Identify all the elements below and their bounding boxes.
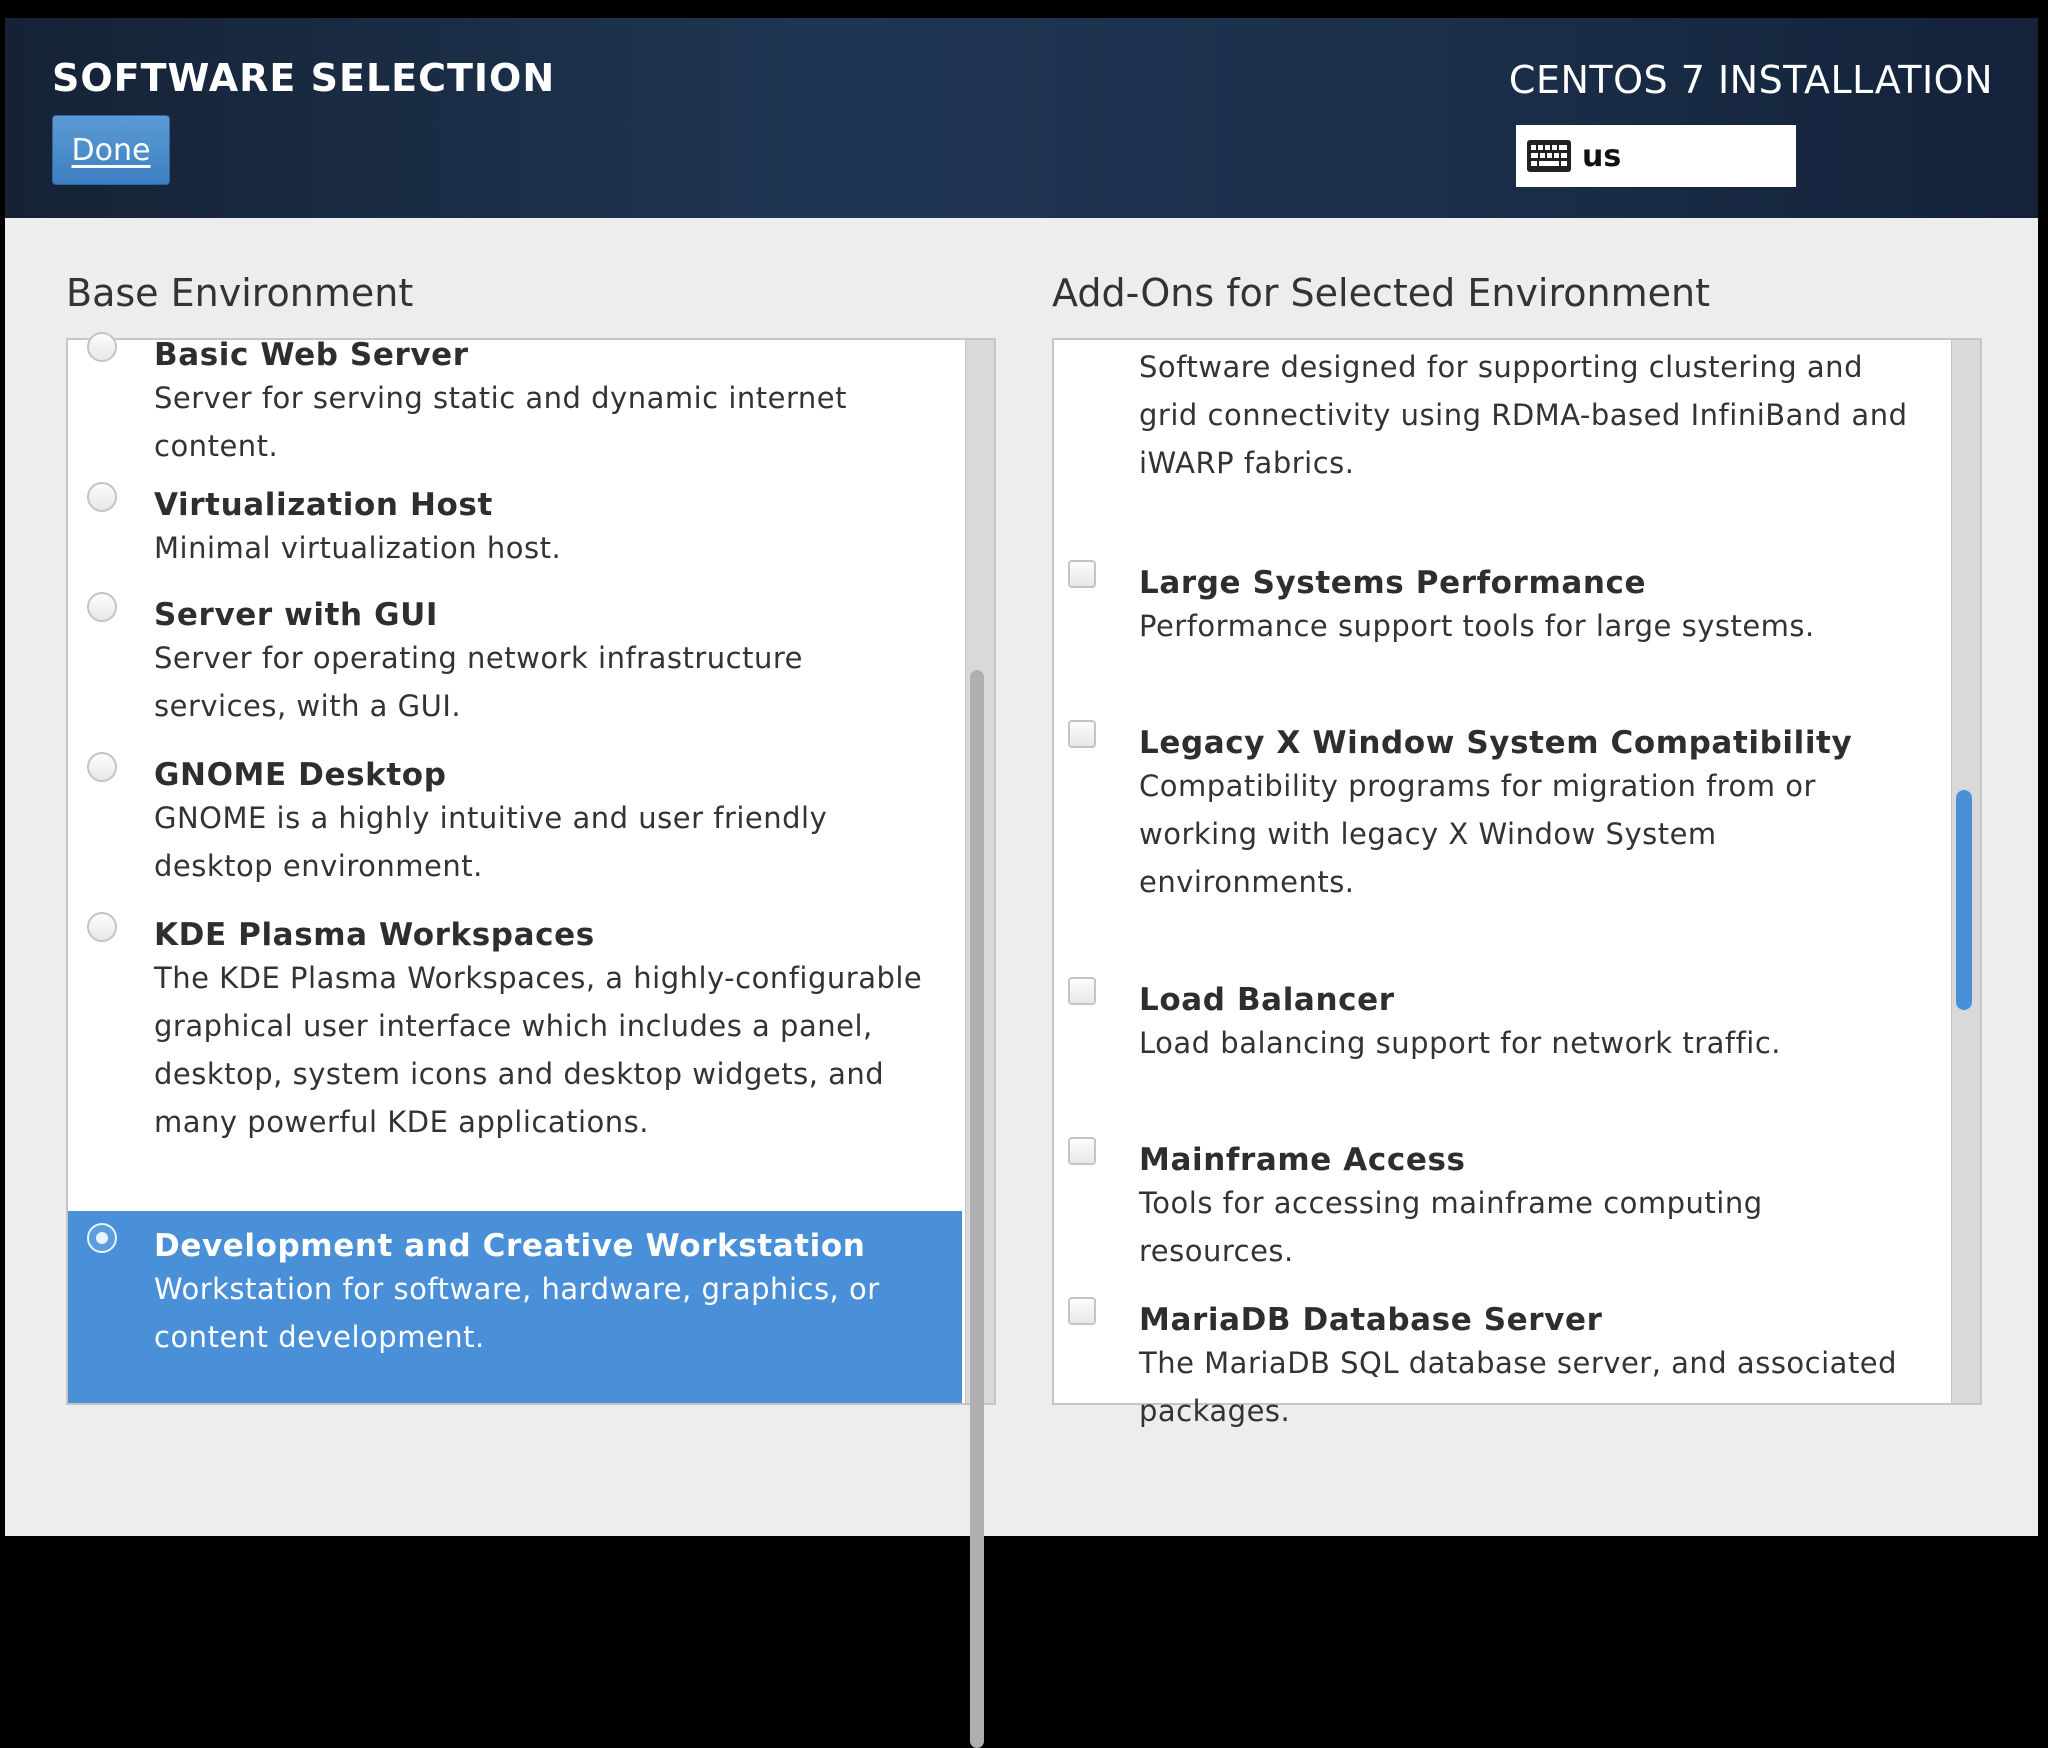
- radio-button[interactable]: [87, 912, 117, 942]
- env-item-title: GNOME Desktop: [154, 757, 447, 793]
- radio-button[interactable]: [87, 752, 117, 782]
- addon-item-mainframe-access[interactable]: [1054, 1135, 1948, 1285]
- addon-item-large-systems[interactable]: [1054, 558, 1948, 668]
- env-item-description: Server for serving static and dynamic internet content.: [154, 381, 847, 463]
- addon-item-title: Mainframe Access: [1139, 1142, 1466, 1178]
- addon-item-title: Legacy X Window System Compatibility: [1139, 725, 1853, 761]
- env-item-development-workstation[interactable]: [68, 1211, 962, 1403]
- done-button[interactable]: Done: [52, 115, 170, 185]
- env-item-title: Basic Web Server: [154, 337, 469, 373]
- page-title: SOFTWARE SELECTION: [52, 56, 556, 100]
- product-title: CENTOS 7 INSTALLATION: [1508, 58, 1993, 102]
- addon-item-description: Performance support tools for large systems.: [1139, 609, 1815, 643]
- keyboard-layout-indicator[interactable]: [1516, 125, 1796, 187]
- addon-item-title: Large Systems Performance: [1139, 565, 1647, 601]
- addon-item-description: Compatibility programs for migration from or working with legacy X Window System environments.: [1139, 769, 1816, 899]
- env-item-title: Virtualization Host: [154, 487, 493, 523]
- scrollbar-thumb[interactable]: [1956, 790, 1972, 1010]
- env-item-kde-plasma[interactable]: [68, 910, 962, 1160]
- checkbox[interactable]: [1068, 1297, 1096, 1325]
- env-item-description: Minimal virtualization host.: [154, 531, 562, 565]
- env-item-server-with-gui[interactable]: [68, 590, 962, 745]
- keyboard-layout-label: us: [1582, 138, 1622, 174]
- addon-item-infiniband[interactable]: [1054, 335, 1948, 505]
- checkbox[interactable]: [1068, 560, 1096, 588]
- addon-item-description: Tools for accessing mainframe computing resources.: [1139, 1186, 1763, 1268]
- scrollbar[interactable]: [965, 340, 994, 1403]
- radio-button[interactable]: [87, 592, 117, 622]
- env-item-title: KDE Plasma Workspaces: [154, 917, 595, 953]
- checkbox[interactable]: [1068, 1137, 1096, 1165]
- checkbox[interactable]: [1068, 977, 1096, 1005]
- radio-button[interactable]: [87, 332, 117, 362]
- env-item-description: Server for operating network infrastructure services, with a GUI.: [154, 641, 803, 723]
- scrollbar-thumb[interactable]: [970, 670, 984, 1748]
- addons-heading: Add-Ons for Selected Environment: [1052, 271, 1710, 315]
- env-item-gnome-desktop[interactable]: [68, 750, 962, 905]
- env-item-title: Development and Creative Workstation: [154, 1228, 866, 1264]
- addon-item-mariadb[interactable]: [1054, 1295, 1948, 1445]
- addons-list: [1052, 338, 1982, 1428]
- radio-button[interactable]: [87, 482, 117, 512]
- addon-item-title: Load Balancer: [1139, 982, 1395, 1018]
- env-item-description: GNOME is a highly intuitive and user friendly desktop environment.: [154, 801, 828, 883]
- checkbox[interactable]: [1068, 720, 1096, 748]
- env-item-description: Workstation for software, hardware, graphics, or content development.: [154, 1272, 880, 1354]
- addon-item-legacy-x[interactable]: [1054, 718, 1948, 918]
- addon-item-description: Software designed for supporting clustering and grid connectivity using RDMA-based InfiniBand and iWARP fabrics.: [1139, 350, 1908, 480]
- installer-window: [5, 18, 2038, 1536]
- addon-item-load-balancer[interactable]: [1054, 975, 1948, 1085]
- env-item-description: The KDE Plasma Workspaces, a highly-configurable graphical user interface which includes a panel, desktop, system icons and desktop widgets, and many powerful KDE applications.: [154, 961, 923, 1139]
- env-item-basic-web-server[interactable]: [68, 310, 962, 463]
- base-environment-heading: Base Environment: [66, 271, 414, 315]
- addon-item-description: Load balancing support for network traffic.: [1139, 1026, 1782, 1060]
- header-bar: [5, 18, 2038, 218]
- radio-button-checked[interactable]: [87, 1223, 117, 1253]
- env-item-title: Server with GUI: [154, 597, 439, 633]
- scrollbar[interactable]: [1951, 340, 1980, 1403]
- base-environment-list: [66, 338, 996, 1405]
- env-item-virtualization-host[interactable]: [68, 480, 962, 585]
- keyboard-icon: [1526, 139, 1572, 173]
- addon-item-title: MariaDB Database Server: [1139, 1302, 1603, 1338]
- addon-item-description: The MariaDB SQL database server, and associated packages.: [1139, 1346, 1898, 1428]
